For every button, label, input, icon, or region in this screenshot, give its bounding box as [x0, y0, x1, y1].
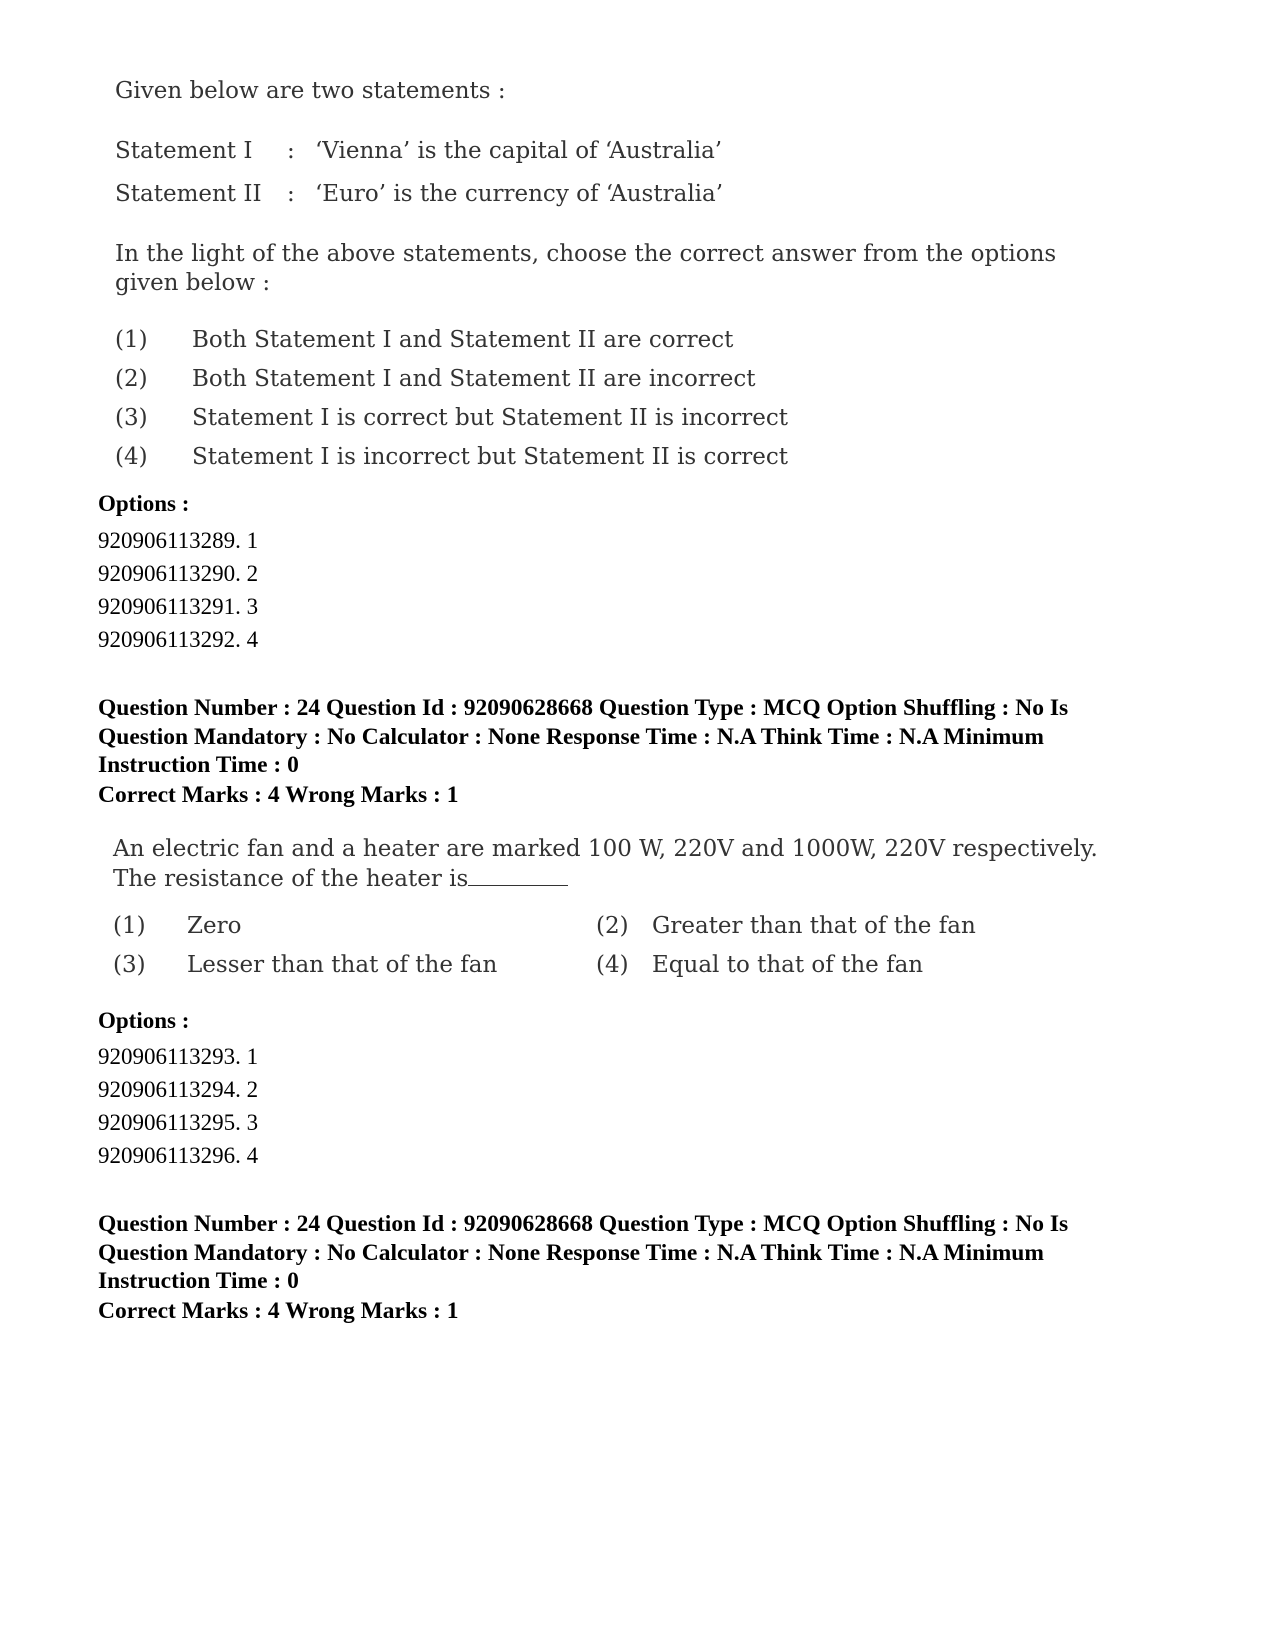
q23-choice-3 — [115, 405, 815, 435]
q24-marks: Correct Marks : 4 Wrong Marks : 1 — [98, 782, 459, 808]
option-id: 920906113296. 4 — [98, 1143, 259, 1168]
q24-choice-2 — [596, 913, 1096, 943]
q23-options-list — [98, 524, 258, 656]
meta-line-2: Question Mandatory : No Calculator : None Response Time : N.A Think Time : N.A Minimum — [98, 1239, 1044, 1266]
choice-text: Both Statement I and Statement II are incorrect — [192, 366, 756, 392]
option-id: 920906113291. 3 — [98, 594, 259, 619]
choice-text: Equal to that of the fan — [652, 952, 924, 978]
choice-text: Lesser than that of the fan — [187, 952, 498, 978]
meta-line-2: Question Mandatory : No Calculator : None Response Time : N.A Think Time : N.A Minimum — [98, 723, 1044, 750]
option-id: 920906113292. 4 — [98, 627, 259, 652]
option-id: 920906113290. 2 — [98, 561, 259, 586]
choice-text: Statement I is incorrect but Statement II is correct — [192, 444, 789, 470]
statement-label: Statement I — [115, 138, 253, 164]
q23-choice-1 — [115, 327, 815, 357]
question-line-2 — [113, 864, 1098, 894]
q23-statement-2 — [115, 181, 815, 211]
choice-number: (2) — [115, 366, 148, 392]
choice-number: (4) — [115, 444, 148, 470]
option-id: 920906113295. 3 — [98, 1110, 259, 1135]
q23-choice-2 — [115, 366, 815, 396]
choice-text: Statement I is correct but Statement II is incorrect — [192, 405, 789, 431]
q23-intro: Given below are two statements : — [115, 78, 506, 104]
option-id: 920906113293. 1 — [98, 1044, 259, 1069]
q24-choice-3 — [113, 952, 513, 982]
meta-line-3: Instruction Time : 0 — [98, 752, 299, 778]
q23-instruction — [115, 240, 1056, 298]
choice-text: Zero — [187, 913, 242, 939]
choice-text: Greater than that of the fan — [652, 913, 976, 939]
q25-marks: Correct Marks : 4 Wrong Marks : 1 — [98, 1298, 459, 1324]
meta-line-1: Question Number : 24 Question Id : 92090628668 Question Type : MCQ Option Shuffling : No Is — [98, 1211, 1069, 1237]
q23-options-heading: Options : — [98, 491, 190, 516]
question-line-1: An electric fan and a heater are marked 100 W, 220V and 1000W, 220V respectively. — [113, 836, 1098, 862]
option-id: 920906113294. 2 — [98, 1077, 259, 1102]
choice-number: (4) — [596, 952, 629, 978]
instruction-line-2: given below : — [115, 270, 271, 296]
statement-colon: : — [287, 181, 295, 207]
choice-number: (1) — [113, 913, 146, 939]
statement-colon: : — [287, 138, 295, 164]
instruction-line-1: In the light of the above statements, choose the correct answer from the options — [115, 241, 1057, 267]
answer-blank — [468, 884, 568, 886]
q23-statement-1 — [115, 138, 815, 168]
choice-text: Both Statement I and Statement II are correct — [192, 327, 734, 353]
q24-choice-1 — [113, 913, 513, 943]
q25-meta — [98, 1210, 1198, 1296]
q24-options-list — [98, 1040, 258, 1172]
meta-line-1: Question Number : 24 Question Id : 92090628668 Question Type : MCQ Option Shuffling : No Is — [98, 695, 1069, 721]
choice-number: (3) — [113, 952, 146, 978]
statement-text: ‘Vienna’ is the capital of ‘Australia’ — [315, 138, 723, 164]
choice-number: (1) — [115, 327, 148, 353]
q24-meta — [98, 694, 1198, 780]
statement-label: Statement II — [115, 181, 262, 207]
question-line-2-text: The resistance of the heater is — [113, 866, 469, 892]
q24-question — [113, 834, 1098, 894]
q24-options-heading: Options : — [98, 1008, 190, 1033]
option-id: 920906113289. 1 — [98, 528, 259, 553]
meta-line-3: Instruction Time : 0 — [98, 1268, 299, 1294]
statement-text: ‘Euro’ is the currency of ‘Australia’ — [315, 181, 724, 207]
choice-number: (2) — [596, 913, 629, 939]
choice-number: (3) — [115, 405, 148, 431]
q24-choice-4 — [596, 952, 1096, 982]
q23-choice-4 — [115, 444, 815, 474]
